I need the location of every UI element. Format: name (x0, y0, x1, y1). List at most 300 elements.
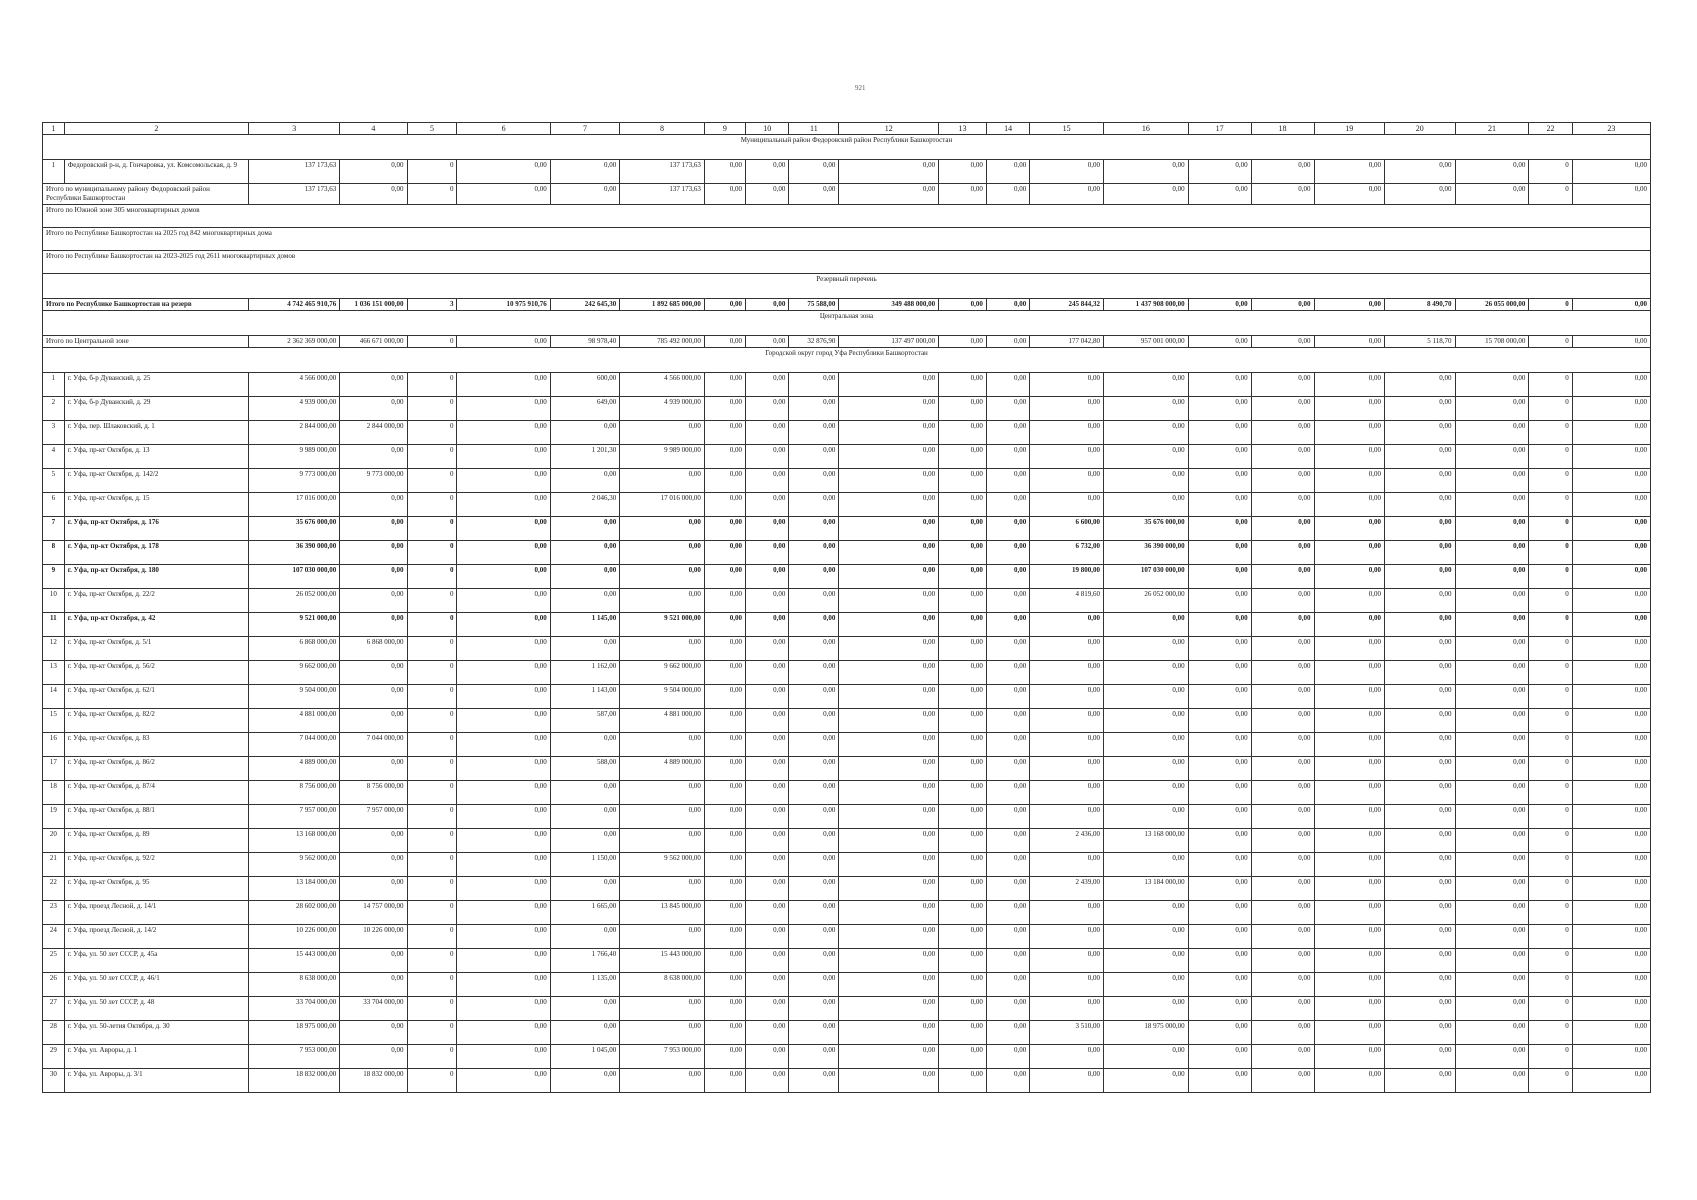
value-cell-col-20: 8 490,70 (1385, 299, 1456, 311)
value-cell-col-3: 13 184 000,00 (249, 877, 340, 901)
value-cell-col-15: 2 439,00 (1030, 877, 1104, 901)
value-cell-col-23: 0,00 (1572, 613, 1650, 637)
row-number: 11 (43, 613, 65, 637)
value-cell-col-9: 0,00 (704, 661, 745, 685)
value-cell-col-20: 0,00 (1385, 1045, 1456, 1069)
value-cell-col-21: 0,00 (1455, 949, 1529, 973)
column-number-8: 8 (620, 123, 705, 135)
value-cell-col-23: 0,00 (1572, 661, 1650, 685)
value-cell-col-11: 0,00 (789, 949, 839, 973)
value-cell-col-9: 0,00 (704, 733, 745, 757)
table-body (43, 123, 1651, 1093)
value-cell-col-23: 0,00 (1572, 373, 1650, 397)
value-cell-col-7: 587,00 (550, 709, 619, 733)
value-cell-col-17: 0,00 (1188, 925, 1251, 949)
value-cell-col-22: 0 (1529, 421, 1572, 445)
value-cell-col-5: 0 (407, 637, 457, 661)
value-cell-col-4: 0,00 (340, 709, 407, 733)
value-cell-col-6: 0,00 (457, 493, 550, 517)
value-cell-col-11: 0,00 (789, 469, 839, 493)
table-row (43, 709, 1651, 733)
address-cell: г. Уфа, пр-кт Октября, д. 89 (64, 829, 248, 853)
value-cell-col-15: 0,00 (1030, 853, 1104, 877)
value-cell-col-14: 0,00 (986, 469, 1029, 493)
value-cell-col-17: 0,00 (1188, 733, 1251, 757)
value-cell-col-9: 0,00 (704, 445, 745, 469)
value-cell-col-12: 0,00 (839, 637, 939, 661)
value-cell-col-13: 0,00 (939, 1069, 987, 1093)
row-number: 18 (43, 781, 65, 805)
value-cell-col-16: 107 030 000,00 (1104, 565, 1189, 589)
address-cell: г. Уфа, ул. Авроры, д. 1 (64, 1045, 248, 1069)
value-cell-col-14: 0,00 (986, 613, 1029, 637)
value-cell-col-3: 9 504 000,00 (249, 685, 340, 709)
value-cell-col-19: 0,00 (1314, 397, 1385, 421)
value-cell-col-7: 1 162,00 (550, 661, 619, 685)
value-cell-col-19: 0,00 (1314, 925, 1385, 949)
value-cell-col-11: 0,00 (789, 757, 839, 781)
value-cell-col-20: 0,00 (1385, 805, 1456, 829)
table-row (43, 397, 1651, 421)
value-cell-col-18: 0,00 (1251, 613, 1314, 637)
value-cell-col-5: 0 (407, 1069, 457, 1093)
table-row (43, 565, 1651, 589)
value-cell-col-7: 0,00 (550, 877, 619, 901)
value-cell-col-18: 0,00 (1251, 925, 1314, 949)
value-cell-col-10: 0,00 (746, 336, 789, 348)
value-cell-col-18: 0,00 (1251, 541, 1314, 565)
value-cell-col-5: 0 (407, 589, 457, 613)
value-cell-col-6: 0,00 (457, 661, 550, 685)
table-row (43, 685, 1651, 709)
value-cell-col-13: 0,00 (939, 853, 987, 877)
value-cell-col-10: 0,00 (746, 160, 789, 184)
value-cell-col-15: 0,00 (1030, 397, 1104, 421)
value-cell-col-7: 1 665,00 (550, 901, 619, 925)
value-cell-col-18: 0,00 (1251, 973, 1314, 997)
value-cell-col-5: 0 (407, 541, 457, 565)
value-cell-col-15: 0,00 (1030, 160, 1104, 184)
value-cell-col-11: 0,00 (789, 709, 839, 733)
value-cell-col-23: 0,00 (1572, 1069, 1650, 1093)
value-cell-col-6: 0,00 (457, 901, 550, 925)
address-cell: г. Уфа, пр-кт Октября, д. 13 (64, 445, 248, 469)
value-cell-col-15: 0,00 (1030, 445, 1104, 469)
value-cell-col-7: 0,00 (550, 805, 619, 829)
value-cell-col-22: 0 (1529, 733, 1572, 757)
column-number-19: 19 (1314, 123, 1385, 135)
value-cell-col-10: 0,00 (746, 829, 789, 853)
table-row (43, 517, 1651, 541)
address-cell: г. Уфа, пр-кт Октября, д. 87/4 (64, 781, 248, 805)
value-cell-col-12: 0,00 (839, 901, 939, 925)
value-cell-col-14: 0,00 (986, 733, 1029, 757)
column-number-23: 23 (1572, 123, 1650, 135)
value-cell-col-19: 0,00 (1314, 973, 1385, 997)
value-cell-col-4: 7 957 000,00 (340, 805, 407, 829)
value-cell-col-10: 0,00 (746, 299, 789, 311)
address-cell: г. Уфа, пр-кт Октября, д. 42 (64, 613, 248, 637)
summary-note-row (43, 205, 1651, 228)
value-cell-col-4: 0,00 (340, 565, 407, 589)
value-cell-col-7: 0,00 (550, 925, 619, 949)
total-row (43, 299, 1651, 311)
value-cell-col-4: 466 671 000,00 (340, 336, 407, 348)
value-cell-col-17: 0,00 (1188, 184, 1251, 205)
value-cell-col-21: 0,00 (1455, 517, 1529, 541)
value-cell-col-9: 0,00 (704, 469, 745, 493)
value-cell-col-22: 0 (1529, 781, 1572, 805)
value-cell-col-4: 0,00 (340, 1021, 407, 1045)
value-cell-col-20: 0,00 (1385, 160, 1456, 184)
value-cell-col-13: 0,00 (939, 565, 987, 589)
column-number-18: 18 (1251, 123, 1314, 135)
value-cell-col-10: 0,00 (746, 973, 789, 997)
value-cell-col-19: 0,00 (1314, 1069, 1385, 1093)
value-cell-col-8: 9 989 000,00 (620, 445, 705, 469)
value-cell-col-18: 0,00 (1251, 805, 1314, 829)
value-cell-col-6: 0,00 (457, 469, 550, 493)
value-cell-col-9: 0,00 (704, 517, 745, 541)
value-cell-col-6: 0,00 (457, 397, 550, 421)
value-cell-col-13: 0,00 (939, 299, 987, 311)
table-row (43, 469, 1651, 493)
value-cell-col-5: 0 (407, 1045, 457, 1069)
value-cell-col-4: 6 868 000,00 (340, 637, 407, 661)
value-cell-col-9: 0,00 (704, 1045, 745, 1069)
value-cell-col-14: 0,00 (986, 781, 1029, 805)
value-cell-col-14: 0,00 (986, 160, 1029, 184)
value-cell-col-23: 0,00 (1572, 709, 1650, 733)
value-cell-col-4: 0,00 (340, 160, 407, 184)
value-cell-col-17: 0,00 (1188, 397, 1251, 421)
column-number-21: 21 (1455, 123, 1529, 135)
value-cell-col-12: 0,00 (839, 733, 939, 757)
column-number-10: 10 (746, 123, 789, 135)
value-cell-col-22: 0 (1529, 445, 1572, 469)
summary-note-row (43, 251, 1651, 274)
value-cell-col-18: 0,00 (1251, 184, 1314, 205)
value-cell-col-19: 0,00 (1314, 709, 1385, 733)
table-row (43, 757, 1651, 781)
value-cell-col-18: 0,00 (1251, 685, 1314, 709)
value-cell-col-5: 0 (407, 517, 457, 541)
value-cell-col-9: 0,00 (704, 973, 745, 997)
value-cell-col-16: 13 184 000,00 (1104, 877, 1189, 901)
row-number: 25 (43, 949, 65, 973)
value-cell-col-23: 0,00 (1572, 299, 1650, 311)
value-cell-col-5: 0 (407, 733, 457, 757)
value-cell-col-21: 15 708 000,00 (1455, 336, 1529, 348)
value-cell-col-12: 0,00 (839, 685, 939, 709)
address-cell: г. Уфа, пер. Шлаковский, д. 1 (64, 421, 248, 445)
value-cell-col-11: 75 588,00 (789, 299, 839, 311)
value-cell-col-4: 8 756 000,00 (340, 781, 407, 805)
section-header-row (43, 135, 1651, 160)
column-number-22: 22 (1529, 123, 1572, 135)
address-cell: г. Уфа, б-р Дуванский, д. 25 (64, 373, 248, 397)
value-cell-col-11: 0,00 (789, 661, 839, 685)
value-cell-col-21: 0,00 (1455, 184, 1529, 205)
value-cell-col-14: 0,00 (986, 517, 1029, 541)
value-cell-col-13: 0,00 (939, 829, 987, 853)
address-cell: г. Уфа, пр-кт Октября, д. 92/2 (64, 853, 248, 877)
value-cell-col-14: 0,00 (986, 1021, 1029, 1045)
address-cell: Федоровский р-н, д. Гончаровка, ул. Комсомольская, д. 9 (64, 160, 248, 184)
value-cell-col-3: 26 052 000,00 (249, 589, 340, 613)
value-cell-col-14: 0,00 (986, 685, 1029, 709)
value-cell-col-20: 0,00 (1385, 493, 1456, 517)
value-cell-col-16: 0,00 (1104, 397, 1189, 421)
value-cell-col-12: 0,00 (839, 949, 939, 973)
value-cell-col-3: 137 173,63 (249, 160, 340, 184)
value-cell-col-18: 0,00 (1251, 421, 1314, 445)
value-cell-col-9: 0,00 (704, 901, 745, 925)
value-cell-col-3: 4 881 000,00 (249, 709, 340, 733)
value-cell-col-17: 0,00 (1188, 421, 1251, 445)
value-cell-col-23: 0,00 (1572, 541, 1650, 565)
value-cell-col-13: 0,00 (939, 973, 987, 997)
value-cell-col-9: 0,00 (704, 805, 745, 829)
value-cell-col-16: 13 168 000,00 (1104, 829, 1189, 853)
value-cell-col-6: 0,00 (457, 685, 550, 709)
value-cell-col-21: 0,00 (1455, 589, 1529, 613)
value-cell-col-14: 0,00 (986, 901, 1029, 925)
row-number: 8 (43, 541, 65, 565)
value-cell-col-17: 0,00 (1188, 1045, 1251, 1069)
value-cell-col-14: 0,00 (986, 184, 1029, 205)
value-cell-col-11: 0,00 (789, 733, 839, 757)
column-number-20: 20 (1385, 123, 1456, 135)
table-row (43, 613, 1651, 637)
value-cell-col-16: 0,00 (1104, 997, 1189, 1021)
value-cell-col-11: 0,00 (789, 397, 839, 421)
value-cell-col-16: 0,00 (1104, 1069, 1189, 1093)
value-cell-col-8: 0,00 (620, 805, 705, 829)
value-cell-col-6: 0,00 (457, 336, 550, 348)
value-cell-col-20: 0,00 (1385, 541, 1456, 565)
value-cell-col-14: 0,00 (986, 541, 1029, 565)
value-cell-col-11: 0,00 (789, 613, 839, 637)
value-cell-col-18: 0,00 (1251, 445, 1314, 469)
value-cell-col-6: 0,00 (457, 805, 550, 829)
value-cell-col-22: 0 (1529, 469, 1572, 493)
value-cell-col-8: 8 638 000,00 (620, 973, 705, 997)
value-cell-col-13: 0,00 (939, 901, 987, 925)
value-cell-col-5: 0 (407, 373, 457, 397)
value-cell-col-3: 33 704 000,00 (249, 997, 340, 1021)
value-cell-col-8: 0,00 (620, 1069, 705, 1093)
value-cell-col-14: 0,00 (986, 805, 1029, 829)
value-cell-col-9: 0,00 (704, 685, 745, 709)
value-cell-col-13: 0,00 (939, 397, 987, 421)
table-row (43, 781, 1651, 805)
value-cell-col-11: 0,00 (789, 781, 839, 805)
value-cell-col-17: 0,00 (1188, 517, 1251, 541)
value-cell-col-20: 0,00 (1385, 637, 1456, 661)
row-number: 30 (43, 1069, 65, 1093)
value-cell-col-7: 1 150,00 (550, 853, 619, 877)
value-cell-col-13: 0,00 (939, 997, 987, 1021)
value-cell-col-22: 0 (1529, 493, 1572, 517)
value-cell-col-12: 0,00 (839, 493, 939, 517)
value-cell-col-19: 0,00 (1314, 469, 1385, 493)
value-cell-col-15: 0,00 (1030, 184, 1104, 205)
value-cell-col-17: 0,00 (1188, 445, 1251, 469)
value-cell-col-22: 0 (1529, 685, 1572, 709)
value-cell-col-22: 0 (1529, 397, 1572, 421)
value-cell-col-16: 0,00 (1104, 373, 1189, 397)
value-cell-col-19: 0,00 (1314, 299, 1385, 311)
value-cell-col-11: 0,00 (789, 685, 839, 709)
value-cell-col-9: 0,00 (704, 373, 745, 397)
value-cell-col-17: 0,00 (1188, 1021, 1251, 1045)
value-cell-col-14: 0,00 (986, 877, 1029, 901)
value-cell-col-19: 0,00 (1314, 781, 1385, 805)
value-cell-col-12: 0,00 (839, 781, 939, 805)
value-cell-col-16: 18 975 000,00 (1104, 1021, 1189, 1045)
value-cell-col-19: 0,00 (1314, 1045, 1385, 1069)
value-cell-col-3: 9 662 000,00 (249, 661, 340, 685)
value-cell-col-16: 35 676 000,00 (1104, 517, 1189, 541)
value-cell-col-17: 0,00 (1188, 781, 1251, 805)
value-cell-col-12: 0,00 (839, 445, 939, 469)
value-cell-col-18: 0,00 (1251, 1045, 1314, 1069)
value-cell-col-9: 0,00 (704, 160, 745, 184)
value-cell-col-20: 0,00 (1385, 901, 1456, 925)
value-cell-col-20: 0,00 (1385, 589, 1456, 613)
value-cell-col-23: 0,00 (1572, 637, 1650, 661)
value-cell-col-18: 0,00 (1251, 781, 1314, 805)
value-cell-col-8: 4 889 000,00 (620, 757, 705, 781)
value-cell-col-8: 0,00 (620, 877, 705, 901)
value-cell-col-22: 0 (1529, 709, 1572, 733)
value-cell-col-4: 0,00 (340, 685, 407, 709)
value-cell-col-10: 0,00 (746, 517, 789, 541)
value-cell-col-14: 0,00 (986, 925, 1029, 949)
value-cell-col-13: 0,00 (939, 1021, 987, 1045)
value-cell-col-13: 0,00 (939, 541, 987, 565)
value-cell-col-16: 0,00 (1104, 805, 1189, 829)
address-cell: г. Уфа, пр-кт Октября, д. 62/1 (64, 685, 248, 709)
value-cell-col-18: 0,00 (1251, 336, 1314, 348)
value-cell-col-6: 0,00 (457, 1021, 550, 1045)
value-cell-col-20: 5 118,70 (1385, 336, 1456, 348)
value-cell-col-3: 9 562 000,00 (249, 853, 340, 877)
value-cell-col-12: 137 497 000,00 (839, 336, 939, 348)
value-cell-col-3: 137 173,63 (249, 184, 340, 205)
value-cell-col-10: 0,00 (746, 589, 789, 613)
value-cell-col-3: 8 756 000,00 (249, 781, 340, 805)
value-cell-col-13: 0,00 (939, 757, 987, 781)
value-cell-col-3: 35 676 000,00 (249, 517, 340, 541)
value-cell-col-5: 0 (407, 1021, 457, 1045)
value-cell-col-21: 0,00 (1455, 685, 1529, 709)
value-cell-col-21: 0,00 (1455, 565, 1529, 589)
value-cell-col-6: 0,00 (457, 829, 550, 853)
value-cell-col-17: 0,00 (1188, 493, 1251, 517)
value-cell-col-7: 588,00 (550, 757, 619, 781)
value-cell-col-16: 0,00 (1104, 901, 1189, 925)
value-cell-col-7: 0,00 (550, 1069, 619, 1093)
value-cell-col-6: 0,00 (457, 925, 550, 949)
value-cell-col-4: 7 044 000,00 (340, 733, 407, 757)
value-cell-col-7: 0,00 (550, 184, 619, 205)
value-cell-col-13: 0,00 (939, 589, 987, 613)
value-cell-col-22: 0 (1529, 637, 1572, 661)
value-cell-col-12: 0,00 (839, 853, 939, 877)
value-cell-col-20: 0,00 (1385, 973, 1456, 997)
value-cell-col-6: 0,00 (457, 733, 550, 757)
value-cell-col-9: 0,00 (704, 336, 745, 348)
value-cell-col-16: 0,00 (1104, 160, 1189, 184)
value-cell-col-20: 0,00 (1385, 829, 1456, 853)
column-number-2: 2 (64, 123, 248, 135)
value-cell-col-3: 2 844 000,00 (249, 421, 340, 445)
value-cell-col-23: 0,00 (1572, 421, 1650, 445)
value-cell-col-22: 0 (1529, 336, 1572, 348)
value-cell-col-8: 9 504 000,00 (620, 685, 705, 709)
value-cell-col-4: 0,00 (340, 853, 407, 877)
row-number: 5 (43, 469, 65, 493)
table-row (43, 589, 1651, 613)
value-cell-col-17: 0,00 (1188, 299, 1251, 311)
value-cell-col-23: 0,00 (1572, 517, 1650, 541)
value-cell-col-6: 0,00 (457, 781, 550, 805)
value-cell-col-12: 0,00 (839, 757, 939, 781)
value-cell-col-4: 2 844 000,00 (340, 421, 407, 445)
value-cell-col-3: 4 742 465 910,76 (249, 299, 340, 311)
column-number-1: 1 (43, 123, 65, 135)
value-cell-col-6: 0,00 (457, 565, 550, 589)
value-cell-col-22: 0 (1529, 184, 1572, 205)
value-cell-col-12: 0,00 (839, 589, 939, 613)
value-cell-col-4: 9 773 000,00 (340, 469, 407, 493)
value-cell-col-9: 0,00 (704, 757, 745, 781)
value-cell-col-12: 0,00 (839, 661, 939, 685)
value-cell-col-21: 0,00 (1455, 709, 1529, 733)
value-cell-col-12: 0,00 (839, 184, 939, 205)
value-cell-col-23: 0,00 (1572, 733, 1650, 757)
value-cell-col-21: 0,00 (1455, 1045, 1529, 1069)
value-cell-col-6: 0,00 (457, 877, 550, 901)
value-cell-col-9: 0,00 (704, 1069, 745, 1093)
value-cell-col-7: 0,00 (550, 781, 619, 805)
value-cell-col-14: 0,00 (986, 445, 1029, 469)
value-cell-col-3: 6 868 000,00 (249, 637, 340, 661)
row-number: 28 (43, 1021, 65, 1045)
value-cell-col-20: 0,00 (1385, 1069, 1456, 1093)
value-cell-col-4: 18 832 000,00 (340, 1069, 407, 1093)
value-cell-col-21: 0,00 (1455, 877, 1529, 901)
value-cell-col-10: 0,00 (746, 925, 789, 949)
value-cell-col-5: 0 (407, 445, 457, 469)
value-cell-col-15: 0,00 (1030, 637, 1104, 661)
value-cell-col-6: 0,00 (457, 184, 550, 205)
value-cell-col-13: 0,00 (939, 469, 987, 493)
value-cell-col-15: 2 436,00 (1030, 829, 1104, 853)
column-number-9: 9 (704, 123, 745, 135)
value-cell-col-13: 0,00 (939, 445, 987, 469)
address-cell: г. Уфа, ул. 50 лет СССР, д. 46/1 (64, 973, 248, 997)
value-cell-col-15: 0,00 (1030, 781, 1104, 805)
value-cell-col-15: 0,00 (1030, 493, 1104, 517)
value-cell-col-11: 0,00 (789, 517, 839, 541)
summary-note: Итого по Республике Башкортостан на 2023-2025 год 2611 многоквартирных домов (43, 251, 1651, 274)
value-cell-col-10: 0,00 (746, 733, 789, 757)
value-cell-col-7: 1 135,00 (550, 973, 619, 997)
value-cell-col-21: 0,00 (1455, 421, 1529, 445)
